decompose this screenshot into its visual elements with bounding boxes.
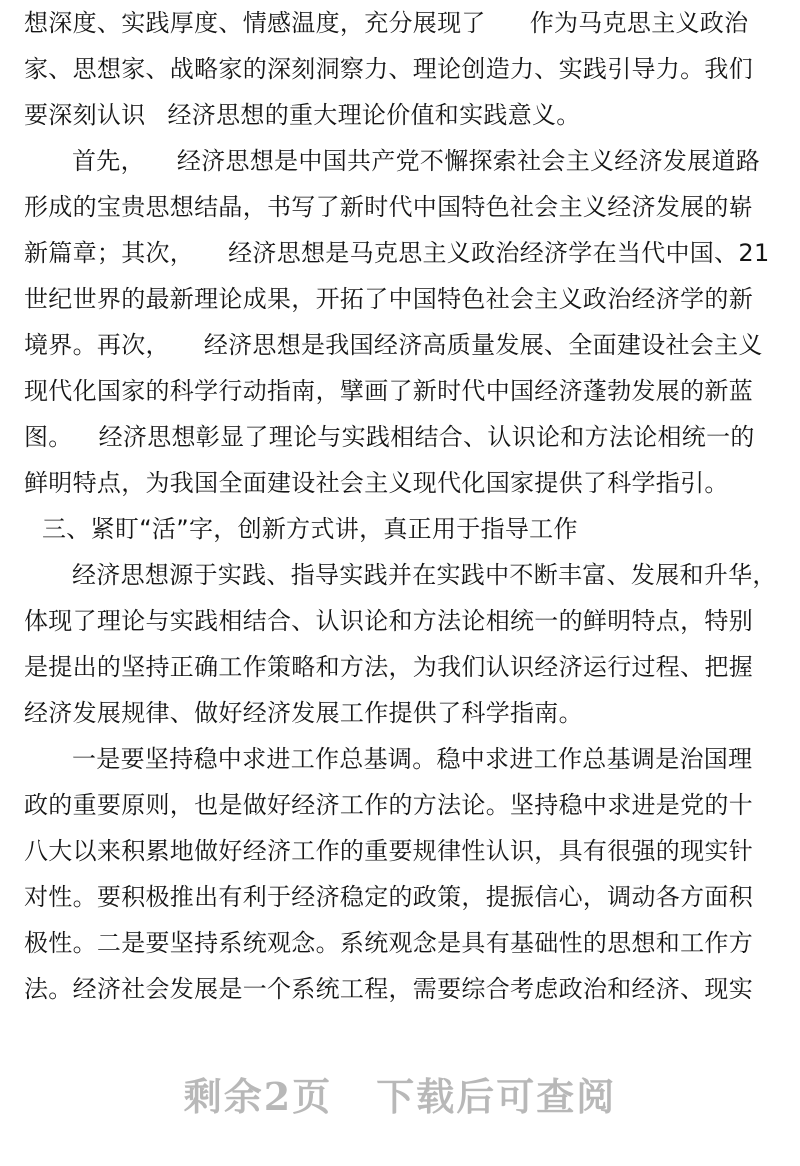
text-line	[24, 690, 583, 736]
text-segment: 鲜明特点，为我国全面建设社会主义现代化国家提供了科学指引。	[24, 469, 729, 497]
text-segment: 八大以来积累地做好经济工作的重要规律性认识，具有很强的现实针	[24, 837, 753, 865]
text-segment: 政的重要原则，也是做好经济工作的方法论。坚持稳中求进是党的十	[24, 791, 753, 819]
text-line	[24, 46, 753, 92]
download-prompt[interactable]	[0, 1066, 800, 1121]
text-line	[24, 828, 753, 874]
text-line	[24, 322, 763, 368]
text-line	[24, 230, 770, 276]
text-line	[24, 368, 753, 414]
download-to-view-text: 下载后可查阅	[376, 1074, 617, 1119]
text-segment: 经济思想的重大理论价值和实践意义。	[167, 101, 581, 129]
text-segment: 首先，	[72, 147, 145, 175]
text-segment: 法。经济社会发展是一个系统工程，需要综合考虑政治和经济、现实	[24, 975, 753, 1003]
text-line	[24, 644, 753, 690]
text-segment: 新篇章；其次，	[24, 239, 195, 267]
text-line	[24, 782, 753, 828]
text-segment: 经济发展规律、做好经济发展工作提供了科学指南。	[24, 699, 583, 727]
text-line	[24, 552, 777, 598]
text-line	[24, 920, 753, 966]
text-segment: 要深刻认识	[24, 101, 146, 129]
text-line	[24, 184, 753, 230]
text-segment: 形成的宝贵思想结晶，书写了新时代中国特色社会主义经济发展的崭	[24, 193, 753, 221]
text-segment: 经济思想源于实践、指导实践并在实践中不断丰富、发展和升华，	[72, 561, 777, 589]
text-line	[24, 414, 755, 460]
text-line	[24, 138, 760, 184]
section-heading	[24, 506, 578, 552]
text-segment: 想深度、实践厚度、情感温度，充分展现了	[24, 9, 486, 37]
text-line	[24, 598, 753, 644]
text-segment: 现代化国家的科学行动指南，擘画了新时代中国经济蓬勃发展的新蓝	[24, 377, 753, 405]
text-segment: 图。	[24, 423, 73, 451]
heading-text: 三、紧盯“活”字，创新方式讲，真正用于指导工作	[42, 515, 578, 543]
text-segment: 经济思想是我国经济高质量发展、全面建设社会主义	[203, 331, 763, 359]
text-line	[24, 92, 581, 138]
text-segment: 境界。再次，	[24, 331, 170, 359]
text-segment: 作为马克思主义政治	[529, 9, 749, 37]
text-line	[24, 460, 729, 506]
text-line	[24, 966, 753, 1012]
text-segment: 世纪世界的最新理论成果，开拓了中国特色社会主义政治经济学的新	[24, 285, 753, 313]
text-segment: 一是要坚持稳中求进工作总基调。稳中求进工作总基调是治国理	[72, 745, 753, 773]
text-line	[24, 0, 748, 46]
text-segment: 对性。要积极推出有利于经济稳定的政策，提振信心，调动各方面积	[24, 883, 753, 911]
text-line	[24, 276, 753, 322]
text-segment: 极性。二是要坚持系统观念。系统观念是具有基础性的思想和工作方	[24, 929, 753, 957]
text-segment: 经济思想彰显了理论与实践相结合、认识论和方法论相统一的	[98, 423, 755, 451]
text-line	[24, 736, 752, 782]
text-segment: 家、思想家、战略家的深刻洞察力、理论创造力、实践引导力。我们	[24, 55, 753, 83]
text-segment: 经济思想是中国共产党不懈探索社会主义经济发展道路	[176, 147, 761, 175]
text-segment: 体现了理论与实践相结合、认识论和方法论相统一的鲜明特点，特别	[24, 607, 753, 635]
text-segment: 是提出的坚持正确工作策略和方法，为我们认识经济运行过程、把握	[24, 653, 753, 681]
text-segment: 经济思想是马克思主义政治经济学在当代中国、21	[228, 239, 770, 267]
text-line	[24, 874, 753, 920]
remaining-pages-text: 剩余2页	[183, 1074, 333, 1119]
